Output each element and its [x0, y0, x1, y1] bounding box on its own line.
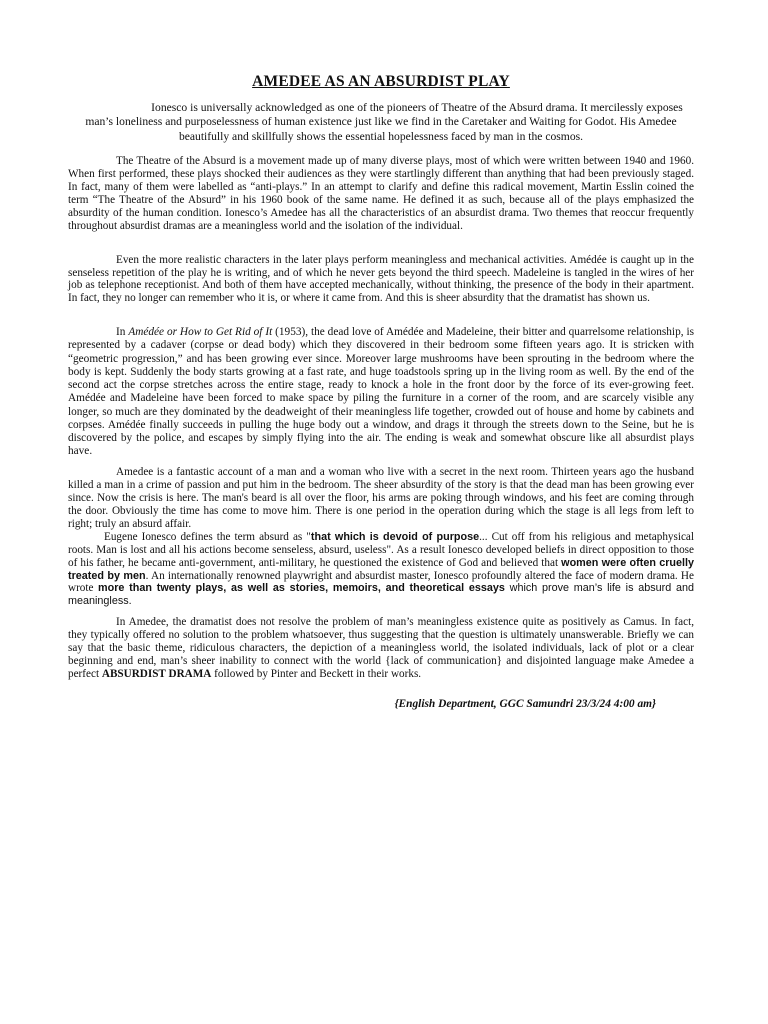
- p5-bold-purpose: that which is devoid of purpose: [310, 530, 480, 543]
- paragraph-ionesco-definition: [68, 531, 694, 608]
- paragraph-plot-summary: [68, 326, 694, 458]
- paragraph-realistic-characters: Even the more realistic characters in the later plays perform meaningless and mechanical activities. Amédée is caught up in the senseless repetition of the play he is writing, and of which he never gets beyond the third speech. Madeleine is tangled in the wires of her job as telephone receptionist. And both of them have accepted mechanically, without thinking, the presence of the body in their apartment. In fact, they no longer can remember who it is, or where it came from. And this is sheer absurdity that the dramatist has shown us.: [68, 253, 694, 305]
- intro-paragraph: [68, 101, 694, 144]
- p5-bold-women: women were often cruelly treated by men: [68, 556, 695, 582]
- paragraph-theatre-of-absurd: The Theatre of the Absurd is a movement made up of many diverse plays, most of which were written between 1940 and 1960. When first performed, these plays shocked their audiences as they were startlingly different than anything that had been previously staged. In fact, many of them were labelled as “anti-plays.” In an attempt to clarify and define this radical movement, Martin Esslin coined the term “The Theatre of the Absurd” in his 1960 book of the same name. He defined it as such, because all of the plays emphasized the absurdity of the human condition. Ionesco’s Amedee has all the characteristics of an absurdist drama. Two themes that reoccur frequently throughout absurdist dramas are a meaningless world and the isolation of the individual.: [68, 155, 694, 232]
- p3-rest: (1953), the dead love of Amédée and Madeleine, their bitter and quarrelsome relationship, is represented by a cadaver (corpse or dead body) which they discovered in their bedroom some fifteen years ago. It is stricken with “geometric progression,” and has been growing ever since. Moreover large mushrooms have been sprouting in the bedroom where the body is kept. Suddenly the body starts growing at a fast rate, and huge toadstools spring up in the living room as well. By the end of the second act the corpse stretches across the entire stage, ready to knock a hole in the front door by the force of its ever-growing feet. Amédée and Madeleine have been forced to make space by piling the furniture in a corner of the room, and are scarcely visible any longer, so much are they dominated by the deadweight of their meaningless life together, crowded out of house and home by cabinets and corpses. Amédée finally succeeds in pulling the huge body out a window, and drags it through the streets down to the Seine, but he is discovered by the police, and escapes by simply flying into the air. The ending is weak and somewhat obscure like all absurdist plays have.: [68, 326, 694, 458]
- p6-bold-absurdist-drama: ABSURDIST DRAMA: [101, 667, 212, 680]
- p3-lead: In: [116, 326, 129, 339]
- p5-bold-works: more than twenty plays, as well as stories, memoirs, and theoretical essays: [98, 582, 505, 595]
- paragraph-conclusion: [68, 616, 694, 681]
- document-page: [68, 72, 694, 711]
- intro-text: Ionesco is universally acknowledged as one of the pioneers of Theatre of the Absurd drama. It mercilessly exposes man’s loneliness and purposelessness of human existence just like we find in the Caretaker and Waiting for Godot. His Amedee beautifully and skillfully shows the essential hopelessness faced by man in the cosmos.: [85, 101, 683, 143]
- p5-a: Eugene Ionesco defines the term absurd as ": [104, 530, 311, 543]
- p5-c: ... Cut off from his religious and metaphysical roots. Man is lost and all his actions become senseless, absurd, useless". As a result Ionesco developed beliefs in direct opposition to those of his father, he became anti-government, anti-military, he questioned the existence of God and believed that: [68, 530, 695, 569]
- p5-g: which prove man’s life is absurd and meaningless.: [68, 582, 695, 608]
- p6-a: In Amedee, the dramatist does not resolve the problem of man’s meaningless existence quite as positively as Camus. In fact, they typically offered no solution to the problem whatsoever, thus suggesting that the question is ultimately unanswerable. Briefly we can say that the basic theme, ridiculous characters, the depiction of a meaningless world, the isolated individuals, lack of plot or a clear beginning and end, man’s sheer inability to connect with the world {lack of communication} and disjointed language make Amedee a perfect: [68, 616, 694, 680]
- p5-e: . An internationally renowned playwright and absurdist master, Ionesco profoundly altered the face of modern drama. He wrote: [68, 569, 694, 595]
- play-title: Amédée or How to Get Rid of It: [128, 326, 273, 339]
- paragraph-fantastic-account: Amedee is a fantastic account of a man and a woman who live with a secret in the next room. Thirteen years ago the husband killed a man in a crime of passion and put him in the bedroom. The sheer absurdity of the story is that the dead man has been growing ever since. Now the crisis is here. The man's beard is all over the floor, his arms are poking through windows, and his feet are coming through the door. Obviously the time has come to move him. There is one period in the operation during which the stage is all legs from left to right; truly an absurd affair.: [68, 466, 694, 530]
- p6-c: followed by Pinter and Beckett in their works.: [211, 667, 422, 680]
- document-title: AMEDEE AS AN ABSURDIST PLAY: [252, 73, 510, 90]
- signature-line: {English Department, GGC Samundri 23/3/24 4:00 am}: [394, 697, 656, 710]
